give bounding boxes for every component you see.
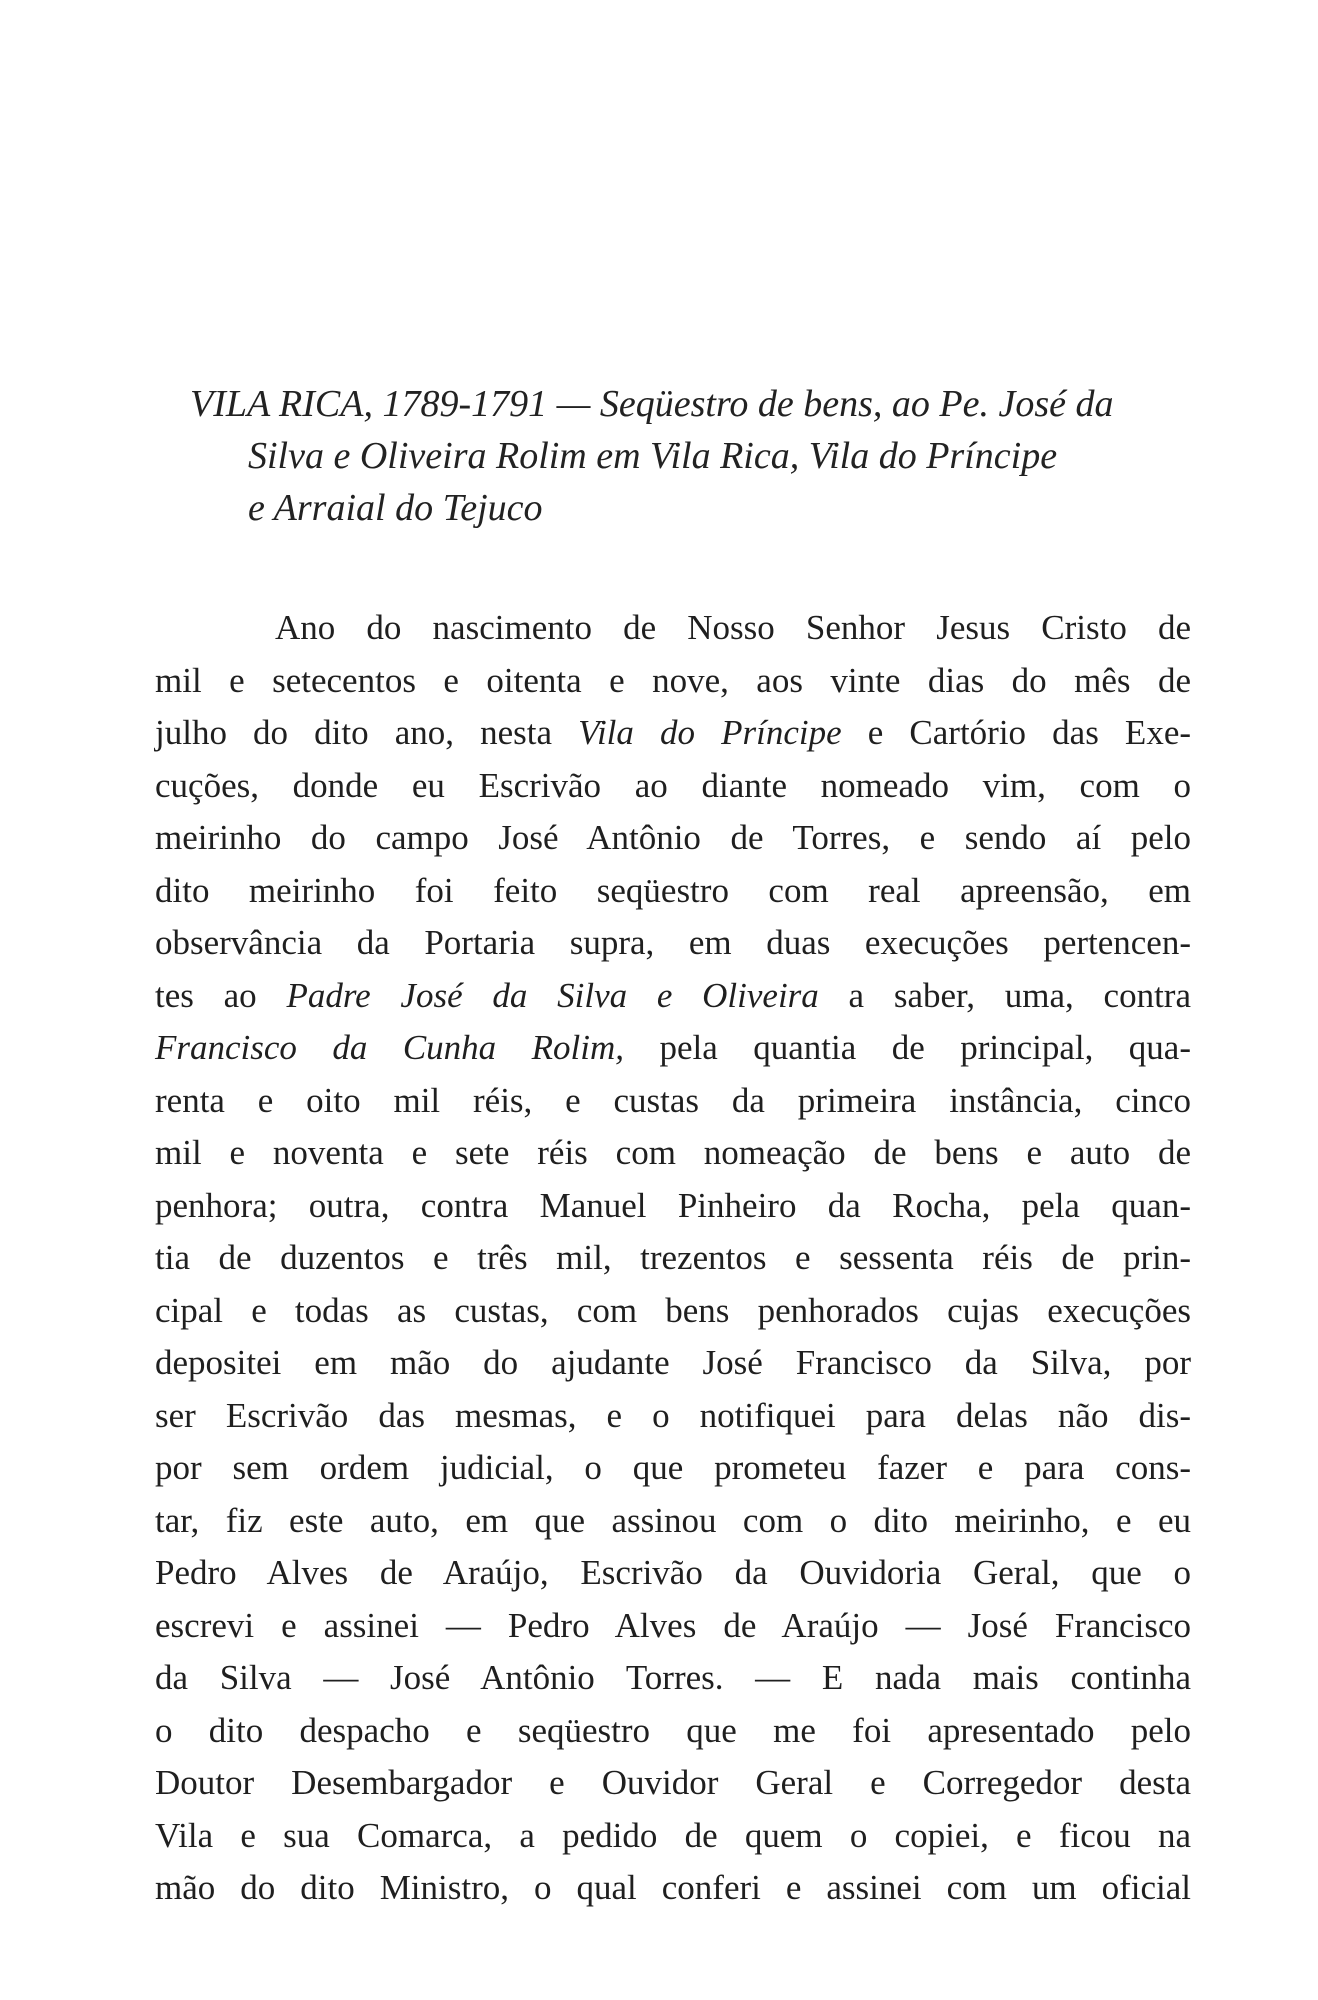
heading-line: e Arraial do Tejuco xyxy=(248,487,543,529)
heading-line: VILA RICA, 1789-1791 — Seqüestro de bens, ao Pe. José da xyxy=(190,383,1114,425)
text-line: ser Escrivão das mesmas, e o notifiquei para delas não dis- xyxy=(155,1395,1191,1435)
text-line: mil e noventa e sete réis com nomeação de bens e auto de xyxy=(155,1133,1191,1172)
text-line: o dito despacho e seqüestro que me foi apresentado pelo xyxy=(155,1710,1191,1750)
text-line: por sem ordem judicial, o que prometeu fazer e para cons- xyxy=(155,1448,1191,1487)
section-heading xyxy=(190,378,1190,534)
text-line xyxy=(155,1022,1191,1075)
person-name-italic: Padre José da Silva e Oliveira xyxy=(286,975,819,1015)
text-line: dito meirinho foi feito seqüestro com real apreensão, em xyxy=(155,870,1191,910)
text-run: pela quantia de principal, qua- xyxy=(624,1028,1191,1067)
text-run: a saber, uma, contra xyxy=(818,975,1191,1015)
text-line xyxy=(155,707,1191,760)
text-line: Doutor Desembargador e Ouvidor Geral e Corregedor desta xyxy=(155,1763,1191,1802)
text-line: Vila e sua Comarca, a pedido de quem o copiei, e ficou na xyxy=(155,1815,1191,1855)
text-run: julho do dito ano, nesta xyxy=(155,713,579,752)
text-line: cuções, donde eu Escrivão ao diante nomeado vim, com o xyxy=(155,765,1191,805)
text-run: tes ao xyxy=(155,975,287,1015)
text-line: renta e oito mil réis, e custas da primeira instância, cinco xyxy=(155,1080,1191,1120)
body-paragraph xyxy=(155,602,1191,1915)
person-name-italic: Francisco da Cunha Rolim, xyxy=(155,1028,624,1067)
text-line: Ano do nascimento de Nosso Senhor Jesus Cristo de xyxy=(275,608,1191,647)
text-line: tar, fiz este auto, em que assinou com o dito meirinho, e eu xyxy=(155,1500,1191,1540)
text-line: mão do dito Ministro, o qual conferi e assinei com um oficial xyxy=(155,1868,1191,1907)
text-line xyxy=(155,970,1191,1023)
text-run: e Cartório das Exe- xyxy=(841,713,1192,752)
text-line: depositei em mão do ajudante José Francisco da Silva, por xyxy=(155,1343,1191,1382)
text-line: mil e setecentos e oitenta e nove, aos vinte dias do mês de xyxy=(155,660,1191,700)
text-line: cipal e todas as custas, com bens penhorados cujas execuções xyxy=(155,1290,1191,1330)
text-line: tia de duzentos e três mil, trezentos e sessenta réis de prin- xyxy=(155,1238,1191,1277)
text-line: penhora; outra, contra Manuel Pinheiro da Rocha, pela quan- xyxy=(155,1185,1191,1225)
text-line: observância da Portaria supra, em duas execuções pertencen- xyxy=(155,923,1191,962)
text-line: meirinho do campo José Antônio de Torres, e sendo aí pelo xyxy=(155,818,1191,857)
text-line: escrevi e assinei — Pedro Alves de Araújo — José Francisco xyxy=(155,1605,1191,1645)
text-line: Pedro Alves de Araújo, Escrivão da Ouvidoria Geral, que o xyxy=(155,1553,1191,1592)
place-name-italic: Vila do Príncipe xyxy=(578,713,842,752)
heading-line: Silva e Oliveira Rolim em Vila Rica, Vila do Príncipe xyxy=(248,435,1058,477)
text-line: da Silva — José Antônio Torres. — E nada mais continha xyxy=(155,1658,1191,1697)
